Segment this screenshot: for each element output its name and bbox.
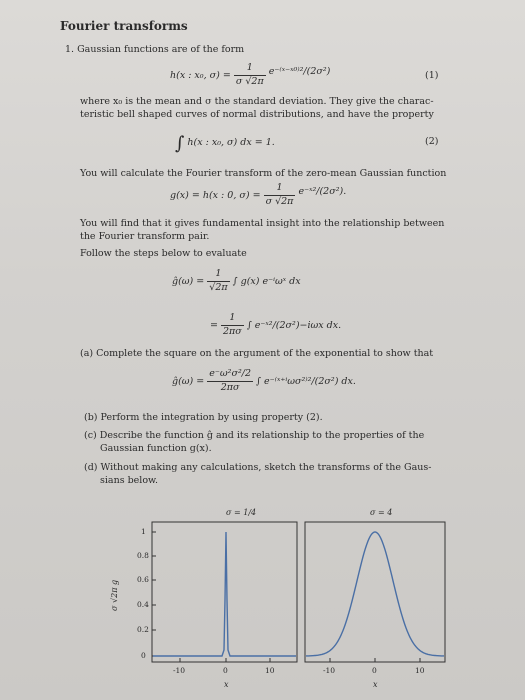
- eq1-numerator: 1: [234, 62, 266, 76]
- left-y-ticks: [152, 532, 156, 656]
- narrow-gaussian-curve: [153, 532, 296, 656]
- paragraph-4: Follow the steps below to evaluate: [80, 248, 247, 259]
- paragraph-3-line-2: the Fourier transform pair.: [80, 230, 210, 242]
- left-xtick-neg10: -10: [173, 666, 186, 675]
- paragraph-1-line-2: teristic bell shaped curves of normal distributions, and have the property: [80, 108, 434, 120]
- part-c-line-1: (c) Describe the function ĝ and its relationship to the properties of the: [84, 430, 425, 441]
- right-plot-frame: [305, 522, 445, 662]
- ytick-0: 0: [141, 651, 146, 660]
- eq5-lhs: ĝ(ω) =: [172, 375, 205, 387]
- eq5-rest: ∫ e⁻⁽ˣ⁺ⁱωσ²⁾²/(2σ²) dx.: [256, 375, 356, 387]
- paragraph-2: You will calculate the Fourier transform of the zero-mean Gaussian function: [80, 168, 447, 179]
- y-axis-label: σ √2π g: [110, 579, 120, 611]
- left-plot-title: σ = 1/4: [226, 508, 257, 517]
- right-x-axis-label: x: [373, 680, 378, 689]
- left-x-axis-label: x: [224, 680, 229, 689]
- left-xtick-10: 10: [265, 666, 275, 675]
- eq4b-rest: ∫ e⁻ˣ²/(2σ²)−iωx dx.: [246, 319, 342, 331]
- right-xtick-neg10: -10: [323, 666, 336, 675]
- x-ticks: [180, 658, 420, 662]
- eq1-denominator: σ √2π: [235, 75, 264, 87]
- eq4b-equals: =: [210, 319, 218, 331]
- ytick-0-4: 0.4: [137, 600, 149, 609]
- section-title: Fourier transforms: [60, 19, 188, 33]
- wide-gaussian-curve: [306, 532, 444, 656]
- eq5-numerator: e⁻ω²σ²/2: [207, 368, 253, 382]
- part-d-line-1: (d) Without making any calculations, sketch the transforms of the Gaus-: [84, 462, 432, 473]
- part-d-line-2: sians below.: [100, 474, 159, 486]
- part-a: (a) Complete the square on the argument of the exponential to show that: [80, 348, 434, 359]
- eq3-exponential: e⁻ˣ²/(2σ²).: [298, 185, 347, 197]
- eq1-exponential: e⁻⁽ˣ⁻ˣ⁰⁾²/(2σ²): [268, 65, 331, 77]
- paragraph-1-line-1: where x₀ is the mean and σ the standard deviation. They give the charac-: [80, 96, 434, 107]
- ytick-0-8: 0.8: [137, 551, 149, 560]
- part-b: (b) Perform the integration by using property (2).: [84, 412, 323, 423]
- item-1-intro: 1. Gaussian functions are of the form: [65, 44, 245, 55]
- right-xtick-10: 10: [415, 666, 425, 675]
- right-xtick-0: 0: [372, 666, 377, 675]
- eq4b-numerator: 1: [221, 312, 244, 326]
- equation-2: ∫ h(x : x₀, σ) dx = 1.: [175, 133, 275, 154]
- integral-sign: ∫: [175, 133, 185, 154]
- eq4a-rest: ∫ g(x) e⁻ⁱωˣ dx: [232, 275, 301, 287]
- eq3-numerator: 1: [264, 182, 296, 196]
- eq4a-lhs: ĝ(ω) =: [172, 275, 205, 287]
- eq4a-numerator: 1: [207, 268, 229, 282]
- ytick-1: 1: [141, 527, 146, 536]
- eq3-lhs: g(x) = h(x : 0, σ) =: [170, 189, 261, 201]
- eq4b-denominator: 2πσ: [223, 325, 242, 337]
- eq4a-denominator: √2π: [209, 281, 228, 293]
- ytick-0-6: 0.6: [137, 575, 149, 584]
- part-c-line-2: Gaussian function g(x).: [100, 442, 212, 454]
- ytick-0-2: 0.2: [137, 625, 149, 634]
- eq2-number: (2): [425, 136, 439, 147]
- eq1-lhs: h(x : x₀, σ) =: [170, 69, 231, 81]
- right-plot-title: σ = 4: [370, 508, 393, 517]
- eq3-denominator: σ √2π: [265, 195, 294, 207]
- eq1-number: (1): [425, 70, 439, 81]
- eq5-denominator: 2πσ: [220, 381, 240, 393]
- paragraph-3-line-1: You will find that it gives fundamental insight into the relationship between: [80, 218, 445, 229]
- left-xtick-0: 0: [223, 666, 228, 675]
